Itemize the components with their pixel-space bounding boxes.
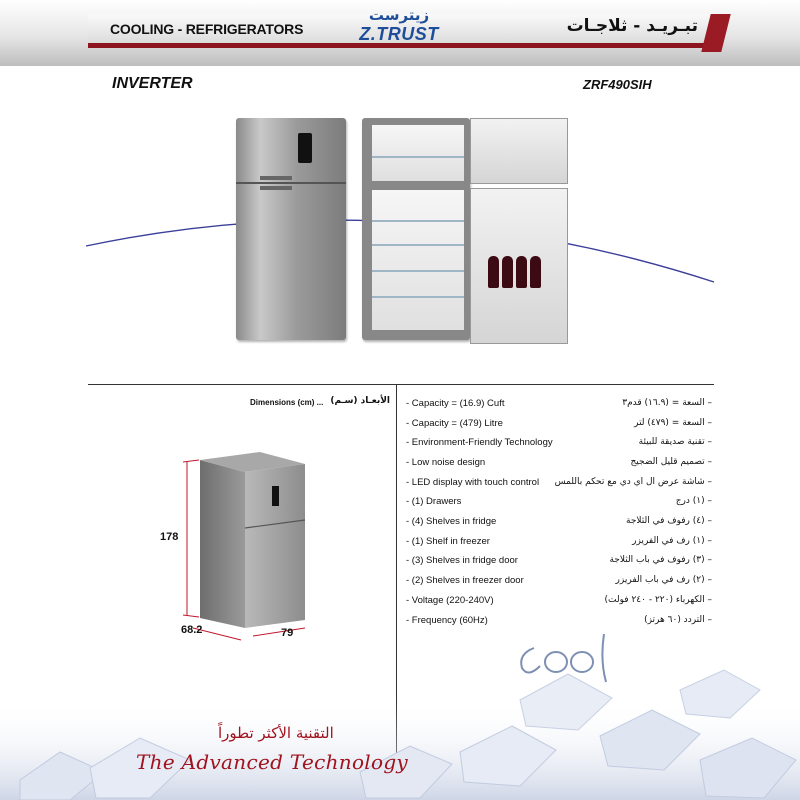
feature-ar: – السعة = (١٦.٩) قدم٣ (622, 398, 712, 408)
dimension-drawing (155, 450, 320, 645)
feature-en: - Voltage (220-240V) (406, 595, 494, 606)
cool-stroke (571, 652, 593, 672)
dimensions-label-ar: الأبعـاد (سـم) (330, 396, 390, 406)
feature-en: - Capacity = (16.9) Cuft (406, 398, 505, 409)
fridge-shelf (372, 244, 464, 246)
feature-en: - Environment-Friendly Technology (406, 437, 553, 448)
fridge-interior (372, 190, 464, 330)
feature-en: - (2) Shelves in freezer door (406, 575, 524, 586)
product-type: INVERTER (112, 75, 193, 92)
bottle-icon (530, 256, 541, 288)
door-seam (236, 182, 346, 184)
feature-ar: – تصميم قليل الضجيج (630, 457, 712, 467)
freezer-shelf (372, 156, 464, 158)
section-divider-horizontal (88, 384, 714, 385)
tagline-ar: التقنية الأكثر تطوراً (218, 724, 334, 742)
cool-stroke (545, 652, 567, 672)
feature-en: - (1) Shelf in freezer (406, 536, 490, 547)
feature-en: - Low noise design (406, 457, 486, 468)
cool-script-graphic (512, 630, 622, 690)
feature-ar: – السعة = (٤٧٩) لتر (634, 418, 712, 428)
feature-en: - LED display with touch control (406, 477, 540, 488)
dimension-width: 79 (281, 627, 294, 639)
brand-logo-en: Z.TRUST (359, 24, 439, 44)
fridge-shelf (372, 270, 464, 272)
feature-ar: – (١) رف في الفريزر (632, 536, 712, 546)
brand-logo-ar: زيترست (368, 6, 430, 24)
feature-en: - (3) Shelves in fridge door (406, 555, 518, 566)
cool-stroke (521, 648, 540, 673)
bottle-icon (488, 256, 499, 288)
fridge-shelf (372, 296, 464, 298)
ice-cubes-background (0, 660, 800, 800)
bottle-icon (516, 256, 527, 288)
feature-ar: – (٢) رف في باب الفريزر (615, 575, 712, 585)
width-arrow (253, 628, 305, 636)
dimensions-label-en: Dimensions (cm) ... (250, 398, 324, 407)
height-tick (183, 615, 199, 617)
fridge-shelf (372, 220, 464, 222)
feature-ar: – التردد (٦٠ هرتز) (644, 615, 712, 625)
feature-ar: – (٣) رفوف في باب الثلاجة (609, 555, 712, 565)
freezer-door-open (470, 118, 568, 184)
feature-ar: – (١) درج (675, 496, 712, 506)
led-display-icon (298, 133, 312, 163)
height-tick (183, 460, 199, 462)
category-title-ar: تبـريـد - ثلاجـات (566, 16, 698, 36)
fridge-side-face (200, 460, 245, 628)
header-band (0, 0, 800, 66)
tagline-en: The Advanced Technology (136, 750, 409, 774)
feature-en: - Frequency (60Hz) (406, 615, 488, 626)
fridge-closed-image (236, 118, 346, 340)
category-title-en: COOLING - REFRIGERATORS (110, 21, 304, 37)
dimension-height: 178 (160, 531, 179, 543)
feature-ar: – الكهرباء (٢٢٠ - ٢٤٠ فولت) (604, 595, 712, 605)
feature-en: - (4) Shelves in fridge (406, 516, 497, 527)
fridge-open-image (362, 118, 470, 340)
feature-en: - (1) Drawers (406, 496, 462, 507)
brand-logo (346, 6, 452, 50)
feature-ar: – (٤) رفوف في الثلاجة (626, 516, 712, 526)
bottle-icon (502, 256, 513, 288)
cool-stroke (602, 634, 606, 682)
door-handle (260, 176, 292, 180)
door-handle (260, 186, 292, 190)
feature-ar: – تقنية صديقة للبيئة (638, 437, 712, 447)
led-display-icon (272, 486, 279, 506)
dimension-depth: 68.2 (181, 624, 203, 636)
feature-ar: – شاشة عرض ال اي دي مع تحكم باللمس (554, 477, 712, 487)
model-number: ZRF490SIH (583, 77, 652, 92)
feature-en: - Capacity = (479) Litre (406, 418, 503, 429)
freezer-interior (372, 125, 464, 181)
